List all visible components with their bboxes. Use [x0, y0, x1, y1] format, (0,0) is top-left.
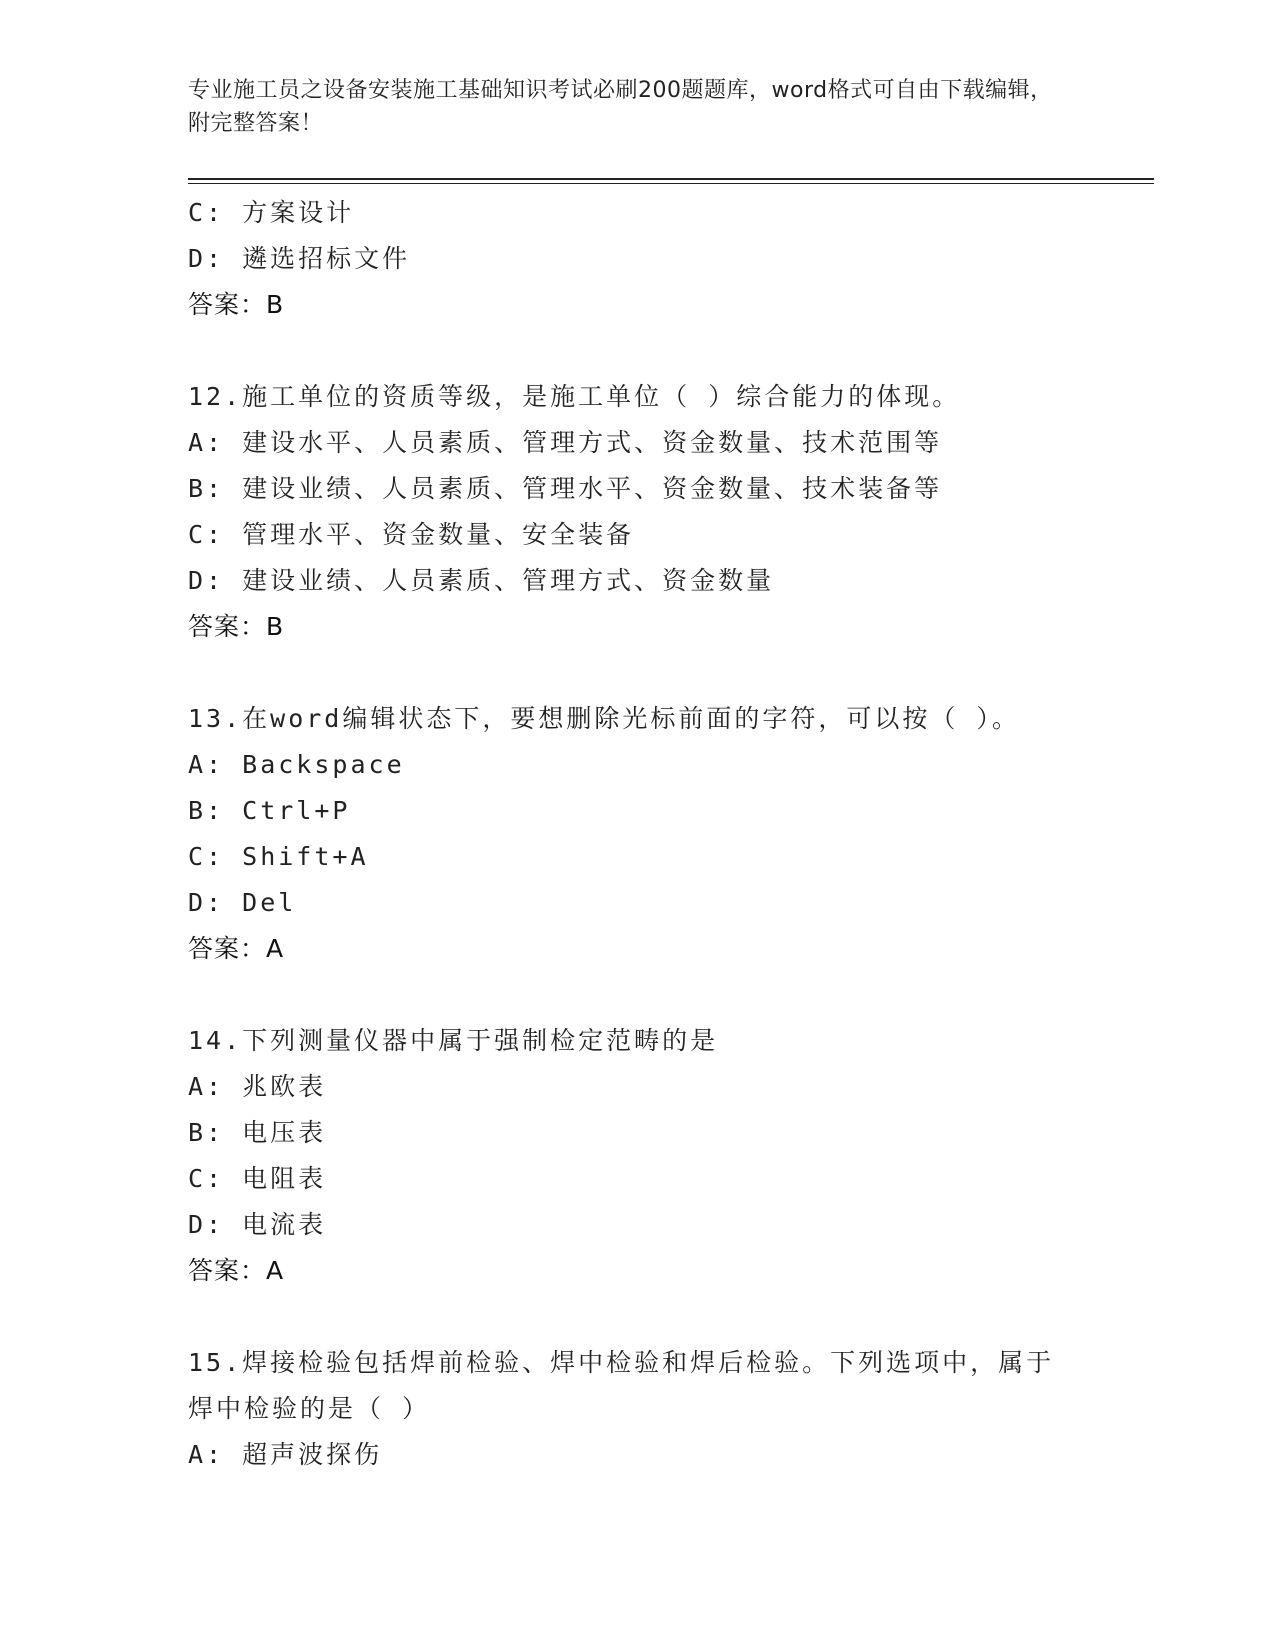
header-rule-thick — [188, 178, 1154, 180]
option-d: D: Del — [188, 888, 297, 917]
answer: 答案：B — [188, 290, 285, 319]
option-c: C: Shift+A — [188, 842, 369, 871]
option-a: A: 兆欧表 — [188, 1072, 327, 1101]
option-d: D: 遴选招标文件 — [188, 244, 411, 273]
question-12 — [188, 374, 1088, 650]
header-rule-thin — [188, 183, 1154, 184]
question-15 — [188, 1340, 1088, 1478]
question-stem: 13.在word编辑状态下，要想删除光标前面的字符，可以按（ ）。 — [188, 704, 1020, 733]
answer: 答案：A — [188, 934, 285, 963]
question-11-tail — [188, 190, 1088, 328]
question-stem: 12.施工单位的资质等级，是施工单位（ ）综合能力的体现。 — [188, 382, 961, 411]
option-b: B: 电压表 — [188, 1118, 327, 1147]
option-a: A: Backspace — [188, 750, 405, 779]
question-stem: 14.下列测量仪器中属于强制检定范畴的是 — [188, 1026, 719, 1055]
question-stem-line-1: 15.焊接检验包括焊前检验、焊中检验和焊后检验。下列选项中，属于 — [188, 1348, 1055, 1377]
option-c: C: 方案设计 — [188, 198, 355, 227]
question-13 — [188, 696, 1088, 972]
answer: 答案：A — [188, 1256, 285, 1285]
spacer — [188, 1294, 1088, 1340]
option-a: A: 建设水平、人员素质、管理方式、资金数量、技术范围等 — [188, 428, 943, 457]
question-stem-line-2: 焊中检验的是（ ） — [188, 1394, 431, 1423]
spacer — [188, 328, 1088, 374]
question-14 — [188, 1018, 1088, 1294]
option-d: D: 建设业绩、人员素质、管理方式、资金数量 — [188, 566, 775, 595]
option-b: B: Ctrl+P — [188, 796, 351, 825]
option-c: C: 电阻表 — [188, 1164, 327, 1193]
option-d: D: 电流表 — [188, 1210, 327, 1239]
spacer — [188, 650, 1088, 696]
option-b: B: 建设业绩、人员素质、管理水平、资金数量、技术装备等 — [188, 474, 943, 503]
answer: 答案：B — [188, 612, 285, 641]
document-header: 专业施工员之设备安装施工基础知识考试必刷200题题库，word格式可自由下载编辑，附完整答案！ — [188, 78, 1053, 136]
spacer — [188, 972, 1088, 1018]
option-c: C: 管理水平、资金数量、安全装备 — [188, 520, 635, 549]
option-a: A: 超声波探伤 — [188, 1440, 383, 1469]
question-content — [188, 190, 1088, 1478]
